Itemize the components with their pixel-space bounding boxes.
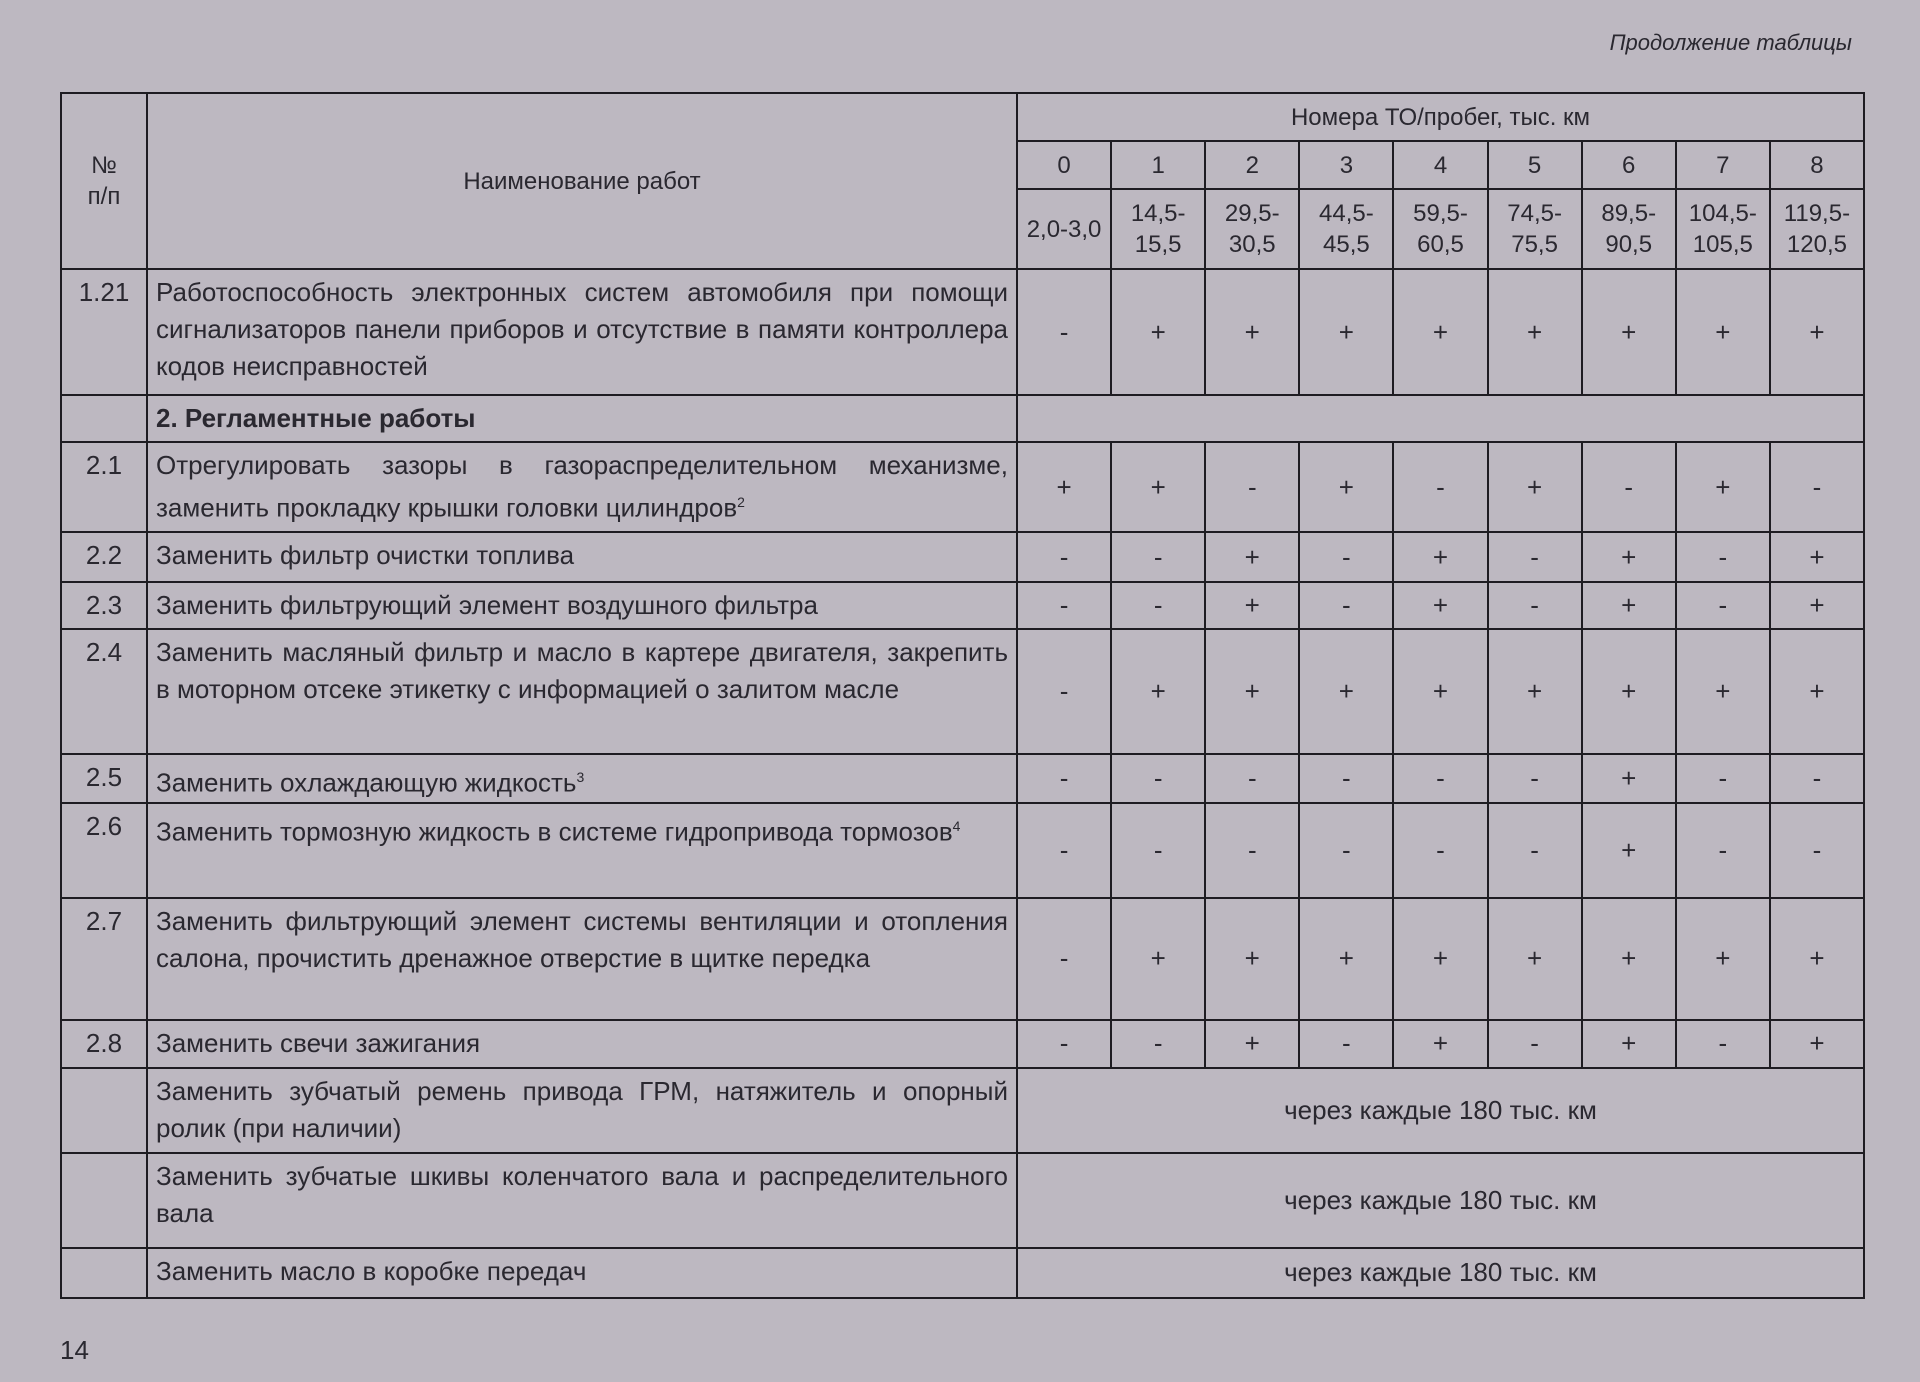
schedule-mark: + (1205, 532, 1299, 582)
row-number: 1.21 (61, 269, 147, 395)
schedule-mark: - (1770, 803, 1864, 898)
schedule-mark: - (1299, 1020, 1393, 1068)
mileage-header: 44,5-45,5 (1299, 189, 1393, 269)
schedule-mark: + (1393, 269, 1487, 395)
schedule-mark: - (1299, 532, 1393, 582)
schedule-mark: - (1676, 754, 1770, 803)
schedule-mark: - (1017, 1020, 1111, 1068)
schedule-mark: - (1017, 803, 1111, 898)
schedule-mark: + (1488, 629, 1582, 754)
row-number: 2.1 (61, 442, 147, 532)
interval-cell: через каждые 180 тыс. км (1017, 1153, 1864, 1248)
schedule-mark: - (1205, 803, 1299, 898)
work-name (147, 1020, 1017, 1068)
schedule-mark: - (1111, 1020, 1205, 1068)
work-name (147, 803, 1017, 898)
schedule-mark: + (1111, 442, 1205, 532)
to-number-header: 5 (1488, 141, 1582, 189)
row-number: 2.5 (61, 754, 147, 803)
schedule-mark: + (1582, 532, 1676, 582)
schedule-mark: - (1205, 754, 1299, 803)
schedule-mark: - (1111, 532, 1205, 582)
schedule-mark: - (1111, 754, 1205, 803)
schedule-mark: + (1582, 582, 1676, 629)
page-number: 14 (60, 1335, 89, 1365)
schedule-mark: - (1393, 803, 1487, 898)
to-number-header: 4 (1393, 141, 1487, 189)
work-name-text: Заменить фильтр очистки топлива (156, 540, 575, 570)
work-name (147, 582, 1017, 629)
schedule-mark: + (1676, 269, 1770, 395)
schedule-mark: - (1299, 582, 1393, 629)
schedule-mark: - (1582, 442, 1676, 532)
schedule-mark: + (1299, 442, 1393, 532)
work-name-text: Заменить охлаждающую жидкость (156, 767, 577, 798)
interval-cell: через каждые 180 тыс. км (1017, 1068, 1864, 1153)
name-column-header: Наименование работ (147, 93, 1017, 269)
schedule-mark: - (1488, 803, 1582, 898)
work-name: Заменить зубчатые шкивы коленчатого вала и распределительного вала (147, 1153, 1017, 1248)
schedule-mark: - (1488, 1020, 1582, 1068)
work-name-text: Работоспособность электронных систем автомобиля при помощи сигнализаторов панели приборов и отсутствие в памяти контроллера кодов неисправностей (156, 277, 1008, 381)
schedule-mark: - (1770, 754, 1864, 803)
to-number-header: 1 (1111, 141, 1205, 189)
row-number-empty (61, 1248, 147, 1298)
to-number-header: 6 (1582, 141, 1676, 189)
schedule-mark: + (1299, 898, 1393, 1020)
schedule-mark: - (1676, 582, 1770, 629)
row-number: 2.2 (61, 532, 147, 582)
schedule-mark: + (1111, 898, 1205, 1020)
interval-cell: через каждые 180 тыс. км (1017, 1248, 1864, 1298)
schedule-mark: + (1393, 582, 1487, 629)
mileage-header: 104,5-105,5 (1676, 189, 1770, 269)
row-number-empty (61, 1153, 147, 1248)
to-number-header: 8 (1770, 141, 1864, 189)
schedule-mark: + (1770, 582, 1864, 629)
schedule-mark: + (1770, 629, 1864, 754)
table-row (61, 629, 1864, 754)
maintenance-table (60, 92, 1865, 1299)
schedule-mark: - (1017, 532, 1111, 582)
schedule-mark: - (1017, 582, 1111, 629)
mileage-header: 14,5-15,5 (1111, 189, 1205, 269)
schedule-mark: + (1205, 629, 1299, 754)
table-row (61, 269, 1864, 395)
to-number-header: 3 (1299, 141, 1393, 189)
work-name: Заменить зубчатый ремень привода ГРМ, натяжитель и опорный ролик (при наличии) (147, 1068, 1017, 1153)
schedule-mark: - (1299, 803, 1393, 898)
schedule-mark: + (1393, 629, 1487, 754)
schedule-mark: + (1582, 629, 1676, 754)
section-row (61, 395, 1864, 442)
work-name-text: Заменить масляный фильтр и масло в картере двигателя, закрепить в моторном отсеке этикетку с информацией о залитом масле (156, 637, 1008, 704)
mileage-header: 119,5-120,5 (1770, 189, 1864, 269)
continuation-label: Продолжение таблицы (1609, 30, 1852, 55)
schedule-mark: + (1488, 269, 1582, 395)
table-row (61, 898, 1864, 1020)
schedule-mark: + (1676, 442, 1770, 532)
table-row (61, 532, 1864, 582)
schedule-mark: + (1582, 898, 1676, 1020)
to-number-header: 0 (1017, 141, 1111, 189)
schedule-mark: - (1488, 754, 1582, 803)
schedule-mark: - (1488, 582, 1582, 629)
schedule-mark: - (1017, 898, 1111, 1020)
interval-row (61, 1153, 1864, 1248)
footnote-ref: 4 (952, 817, 961, 834)
schedule-mark: + (1299, 629, 1393, 754)
mileage-header: 59,5-60,5 (1393, 189, 1487, 269)
to-number-header: 7 (1676, 141, 1770, 189)
schedule-mark: + (1205, 269, 1299, 395)
schedule-mark: + (1582, 1020, 1676, 1068)
schedule-mark: + (1770, 269, 1864, 395)
to-group-header: Номера ТО/пробег, тыс. км (1017, 93, 1864, 141)
row-number: 2.8 (61, 1020, 147, 1068)
schedule-mark: - (1299, 754, 1393, 803)
work-name-text: Заменить фильтрующий элемент воздушного фильтра (156, 590, 818, 620)
schedule-mark: - (1676, 1020, 1770, 1068)
work-name-text: Отрегулировать зазоры в газораспределительном механизме, заменить прокладку крышки головки цилиндров (156, 450, 1008, 523)
row-number: 2.7 (61, 898, 147, 1020)
schedule-mark: - (1770, 442, 1864, 532)
interval-row (61, 1068, 1864, 1153)
schedule-mark: + (1770, 898, 1864, 1020)
num-column-header: № п/п (61, 93, 147, 269)
work-name: Заменить масло в коробке передач (147, 1248, 1017, 1298)
schedule-mark: + (1205, 582, 1299, 629)
schedule-mark: + (1488, 898, 1582, 1020)
schedule-mark: + (1205, 1020, 1299, 1068)
schedule-mark: - (1676, 532, 1770, 582)
table-row (61, 754, 1864, 803)
schedule-mark: + (1676, 898, 1770, 1020)
table-row (61, 803, 1864, 898)
table-row (61, 1020, 1864, 1068)
table-row (61, 442, 1864, 532)
mileage-header: 89,5-90,5 (1582, 189, 1676, 269)
schedule-mark: + (1111, 629, 1205, 754)
to-number-header: 2 (1205, 141, 1299, 189)
row-number: 2.6 (61, 803, 147, 898)
row-number: 2.3 (61, 582, 147, 629)
schedule-mark: - (1017, 629, 1111, 754)
schedule-mark: + (1676, 629, 1770, 754)
work-name (147, 532, 1017, 582)
schedule-mark: - (1393, 442, 1487, 532)
row-number: 2.4 (61, 629, 147, 754)
section-num-cell (61, 395, 147, 442)
schedule-mark: + (1770, 1020, 1864, 1068)
schedule-mark: - (1393, 754, 1487, 803)
work-name-text: Заменить свечи зажигания (156, 1027, 481, 1058)
schedule-mark: - (1676, 803, 1770, 898)
schedule-mark: - (1205, 442, 1299, 532)
schedule-mark: + (1770, 532, 1864, 582)
schedule-mark: + (1017, 442, 1111, 532)
row-number-empty (61, 1068, 147, 1153)
schedule-mark: + (1111, 269, 1205, 395)
mileage-header: 74,5-75,5 (1488, 189, 1582, 269)
work-name (147, 898, 1017, 1020)
section-title: 2. Регламентные работы (147, 395, 1017, 442)
work-name-text: Заменить тормозную жидкость в системе гидропривода тормозов (156, 816, 953, 847)
mileage-header: 2,0-3,0 (1017, 189, 1111, 269)
schedule-mark: + (1488, 442, 1582, 532)
work-name (147, 754, 1017, 803)
schedule-mark: - (1488, 532, 1582, 582)
schedule-mark: + (1582, 269, 1676, 395)
section-empty (1017, 395, 1864, 442)
table-row (61, 582, 1864, 629)
interval-row (61, 1248, 1864, 1298)
schedule-mark: + (1582, 754, 1676, 803)
schedule-mark: - (1017, 754, 1111, 803)
footnote-ref: 2 (737, 494, 745, 510)
schedule-mark: + (1299, 269, 1393, 395)
work-name (147, 269, 1017, 395)
footnote-ref: 3 (576, 769, 585, 785)
schedule-mark: - (1111, 582, 1205, 629)
schedule-mark: + (1393, 1020, 1487, 1068)
work-name-text: Заменить фильтрующий элемент системы вентиляции и отопления салона, прочистить дренажное отверстие в щитке передка (156, 905, 1008, 973)
schedule-mark: - (1017, 269, 1111, 395)
work-name (147, 629, 1017, 754)
schedule-mark: + (1582, 803, 1676, 898)
work-name (147, 442, 1017, 532)
schedule-mark: + (1205, 898, 1299, 1020)
schedule-mark: - (1111, 803, 1205, 898)
schedule-mark: + (1393, 532, 1487, 582)
schedule-mark: + (1393, 898, 1487, 1020)
mileage-header: 29,5-30,5 (1205, 189, 1299, 269)
